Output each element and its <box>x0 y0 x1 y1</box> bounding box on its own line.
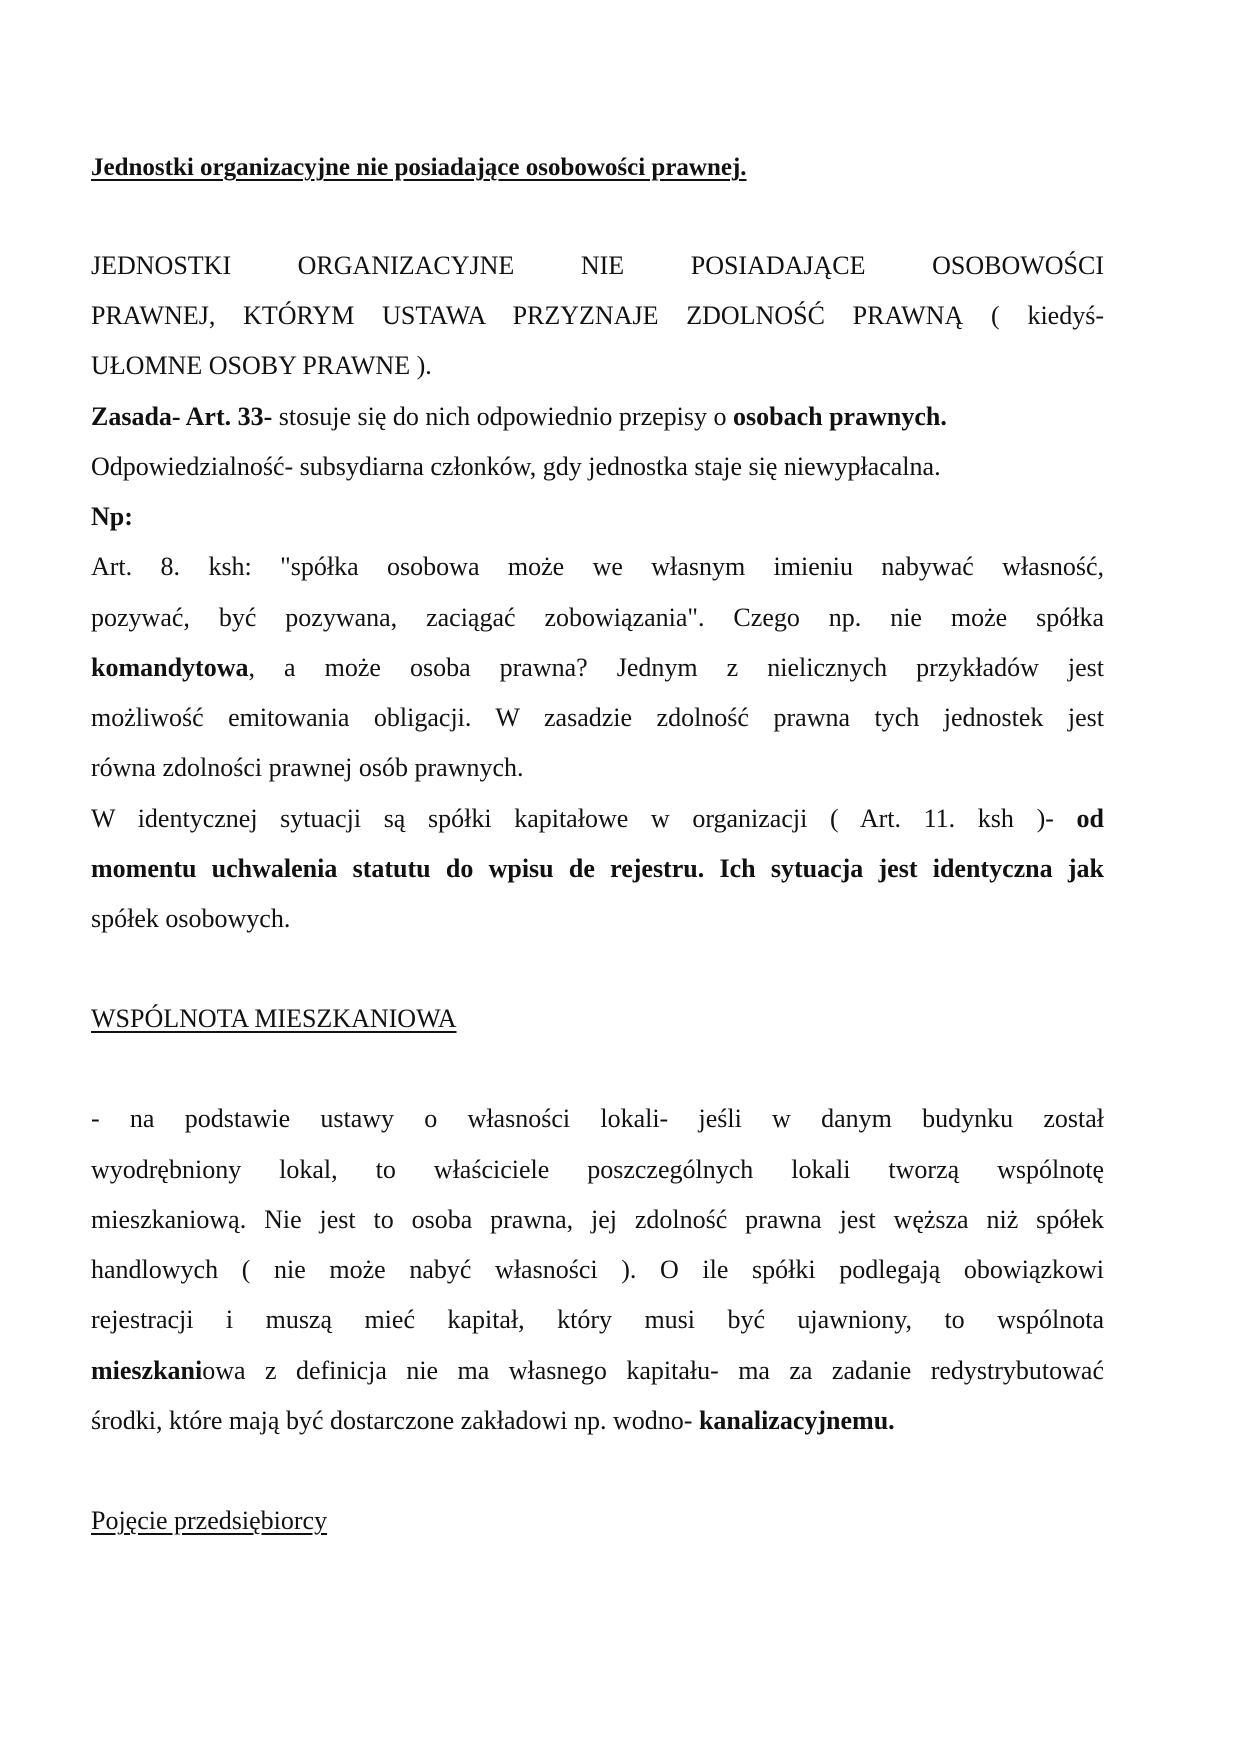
text-segment: Pojęcie przedsiębiorcy <box>91 1506 328 1535</box>
text-segment: rejestracji i muszą mieć kapitał, który musi być ujawniony, to wspólnota <box>91 1305 1104 1334</box>
text-segment: spółek osobowych. <box>91 904 291 933</box>
text-line <box>91 1355 1104 1387</box>
text-segment: W identycznej sytuacji są spółki kapitałowe w organizacji ( Art. 11. ksh )- <box>91 804 1077 833</box>
text-segment: owa z definicja nie ma własnego kapitału- ma za zadanie redystrybutować <box>202 1356 1104 1385</box>
text-segment: UŁOMNE OSOBY PRAWNE ). <box>91 351 432 380</box>
text-segment: , a może osoba prawna? Jednym z nielicznych przykładów jest <box>248 653 1104 682</box>
text-segment: handlowych ( nie może nabyć własności ). O ile spółki podlegają obowiązkowi <box>91 1255 1104 1284</box>
bold-text: mieszkani <box>91 1356 203 1385</box>
text-line <box>91 1405 1104 1437</box>
text-segment: środki, które mają być dostarczone zakładowi np. wodno- <box>91 1406 699 1435</box>
text-segment: WSPÓLNOTA MIESZKANIOWA <box>91 1004 457 1033</box>
text-line <box>91 451 1104 483</box>
bold-text: od <box>1076 804 1104 833</box>
text-line <box>91 1204 1104 1236</box>
text-segment: wyodrębniony lokal, to właściciele poszczególnych lokali tworzą wspólnotę <box>91 1155 1104 1184</box>
text-segment: - na podstawie ustawy o własności lokali- jeśli w danym budynku został <box>91 1104 1104 1133</box>
text-segment: JEDNOSTKI ORGANIZACYJNE NIE POSIADAJĄCE OSOBOWOŚCI <box>91 251 1104 280</box>
text-line <box>91 903 1104 935</box>
section-heading <box>91 1003 1104 1035</box>
text-line <box>91 1254 1104 1286</box>
text-segment: PRAWNEJ, KTÓRYM USTAWA PRZYZNAJE ZDOLNOŚĆ PRAWNĄ ( kiedyś- <box>91 301 1104 330</box>
bold-text: osobach prawnych. <box>733 402 947 431</box>
text-line <box>91 501 1104 533</box>
text-line <box>91 401 1104 433</box>
text-line <box>91 702 1104 734</box>
text-line <box>91 350 1104 382</box>
text-segment: Odpowiedzialność- subsydiarna członków, gdy jednostka staje się niewypłacalna. <box>91 452 941 481</box>
text-segment: równa zdolności prawnej osób prawnych. <box>91 753 524 782</box>
text-segment: mieszkaniową. Nie jest to osoba prawna, jej zdolność prawna jest węższa niż spółek <box>91 1205 1104 1234</box>
bold-text: Zasada- Art. 33- <box>91 402 273 431</box>
bold-text: kanalizacyjnemu. <box>698 1406 895 1435</box>
text-line <box>91 1304 1104 1336</box>
text-line <box>91 1154 1104 1186</box>
bold-text: komandytowa <box>91 653 249 682</box>
document-title <box>91 152 1104 184</box>
text-segment: pozywać, być pozywana, zaciągać zobowiązania". Czego np. nie może spółka <box>91 603 1104 632</box>
text-segment: stosuje się do nich odpowiednio przepisy o <box>272 402 733 431</box>
bold-text: Np: <box>91 502 133 531</box>
text-line <box>91 803 1104 835</box>
text-segment: Art. 8. ksh: "spółka osobowa może we własnym imieniu nabywać własność, <box>91 552 1104 581</box>
bold-text: Jednostki organizacyjne nie posiadające osobowości prawnej. <box>91 154 747 181</box>
text-line <box>91 551 1104 583</box>
text-line <box>91 853 1104 885</box>
text-line <box>91 250 1104 282</box>
text-line <box>91 300 1104 332</box>
text-line <box>91 652 1104 684</box>
section-heading <box>91 1505 1104 1537</box>
text-segment: możliwość emitowania obligacji. W zasadzie zdolność prawna tych jednostek jest <box>91 703 1104 732</box>
text-line <box>91 602 1104 634</box>
text-line <box>91 752 1104 784</box>
text-line <box>91 1103 1104 1135</box>
bold-text: momentu uchwalenia statutu do wpisu de rejestru. Ich sytuacja jest identyczna jak <box>91 854 1104 883</box>
